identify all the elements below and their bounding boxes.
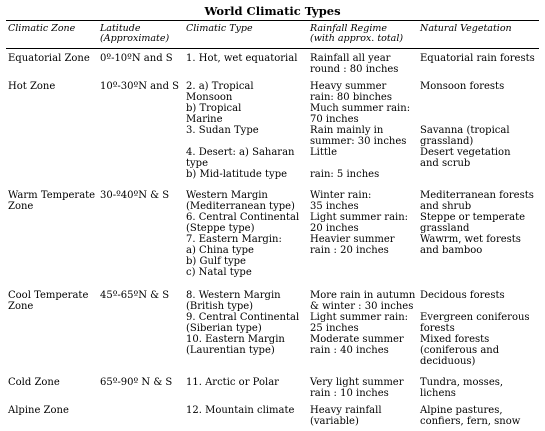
table-title: World Climatic Types [204, 4, 341, 18]
rainfall-cell: Heavy summer rain: 80 binches Much summer rain: 70 inches Rain mainly in summer: 30 inches Little rain: 5 inches [310, 81, 411, 180]
climatic-type-cell: 12. Mountain climate [186, 405, 295, 416]
climatic-type-cell: 2. a) Tropical Monsoon b) Tropical Marine 3. Sudan Type 4. Desert: a) Saharan type b) Mid-latitude type [186, 81, 295, 180]
zone-cell: Equatorial Zone [8, 53, 90, 64]
latitude-cell: 65º-90º N & S [100, 377, 173, 388]
zone-cell: Alpine Zone [8, 405, 69, 416]
header-latitude: Latitude (Approximate) [100, 23, 170, 44]
latitude-cell: 10º-30ºN and S [100, 81, 179, 92]
vegetation-cell: Mediterranean forests and shrub Steppe or temperate grassland Wawrm, wet forests and bamboo [420, 190, 534, 256]
rainfall-cell: Rainfall all year round : 80 inches [310, 53, 399, 75]
vegetation-cell: Monsoon forests Savanna (tropical grassland) Desert vegetation and scrub [420, 81, 511, 169]
vegetation-cell: Equatorial rain forests [420, 53, 535, 64]
header-divider [6, 48, 539, 49]
rainfall-cell: Heavy rainfall (variable) [310, 405, 382, 427]
zone-cell: Hot Zone [8, 81, 56, 92]
latitude-cell: 0º-10ºN and S [100, 53, 173, 64]
latitude-cell: 45º-65ºN & S [100, 290, 170, 301]
rainfall-cell: Very light summer rain : 10 inches [310, 377, 404, 399]
vegetation-cell: Tundra, mosses, lichens [420, 377, 504, 399]
header-climatic-type: Climatic Type [186, 23, 253, 34]
header-climatic-zone: Climatic Zone [8, 23, 76, 34]
climatic-type-cell: 1. Hot, wet equatorial [186, 53, 298, 64]
zone-cell: Cold Zone [8, 377, 60, 388]
climatic-type-cell: Western Margin (Mediterranean type) 6. Central Continental (Steppe type) 7. Eastern Margin: a) China type b) Gulf type c) Natal type [186, 190, 300, 278]
vegetation-cell: Decidous forests Evergreen coniferous forests Mixed forests (coniferous and deciduous) [420, 290, 530, 367]
climatic-type-cell: 11. Arctic or Polar [186, 377, 279, 388]
header-natural-vegetation: Natural Vegetation [420, 23, 512, 34]
zone-cell: Warm Temperate Zone [8, 190, 96, 212]
header-rainfall-regime: Rainfall Regime (with approx. total) [310, 23, 404, 44]
vegetation-cell: Alpine pastures, confiers, fern, snow [420, 405, 521, 427]
climatic-type-cell: 8. Western Margin (British type) 9. Central Continental (Siberian type) 10. Eastern Margin (Laurentian type) [186, 290, 300, 356]
rainfall-cell: More rain in autumn & winter : 30 inches Light summer rain: 25 inches Moderate summer rain : 40 inches [310, 290, 416, 356]
table-top-rule [6, 20, 539, 21]
latitude-cell: 30-º40ºN & S [100, 190, 170, 201]
zone-cell: Cool Temperate Zone [8, 290, 89, 312]
rainfall-cell: Winter rain: 35 inches Light summer rain: 20 inches Heavier summer rain : 20 inches [310, 190, 409, 256]
